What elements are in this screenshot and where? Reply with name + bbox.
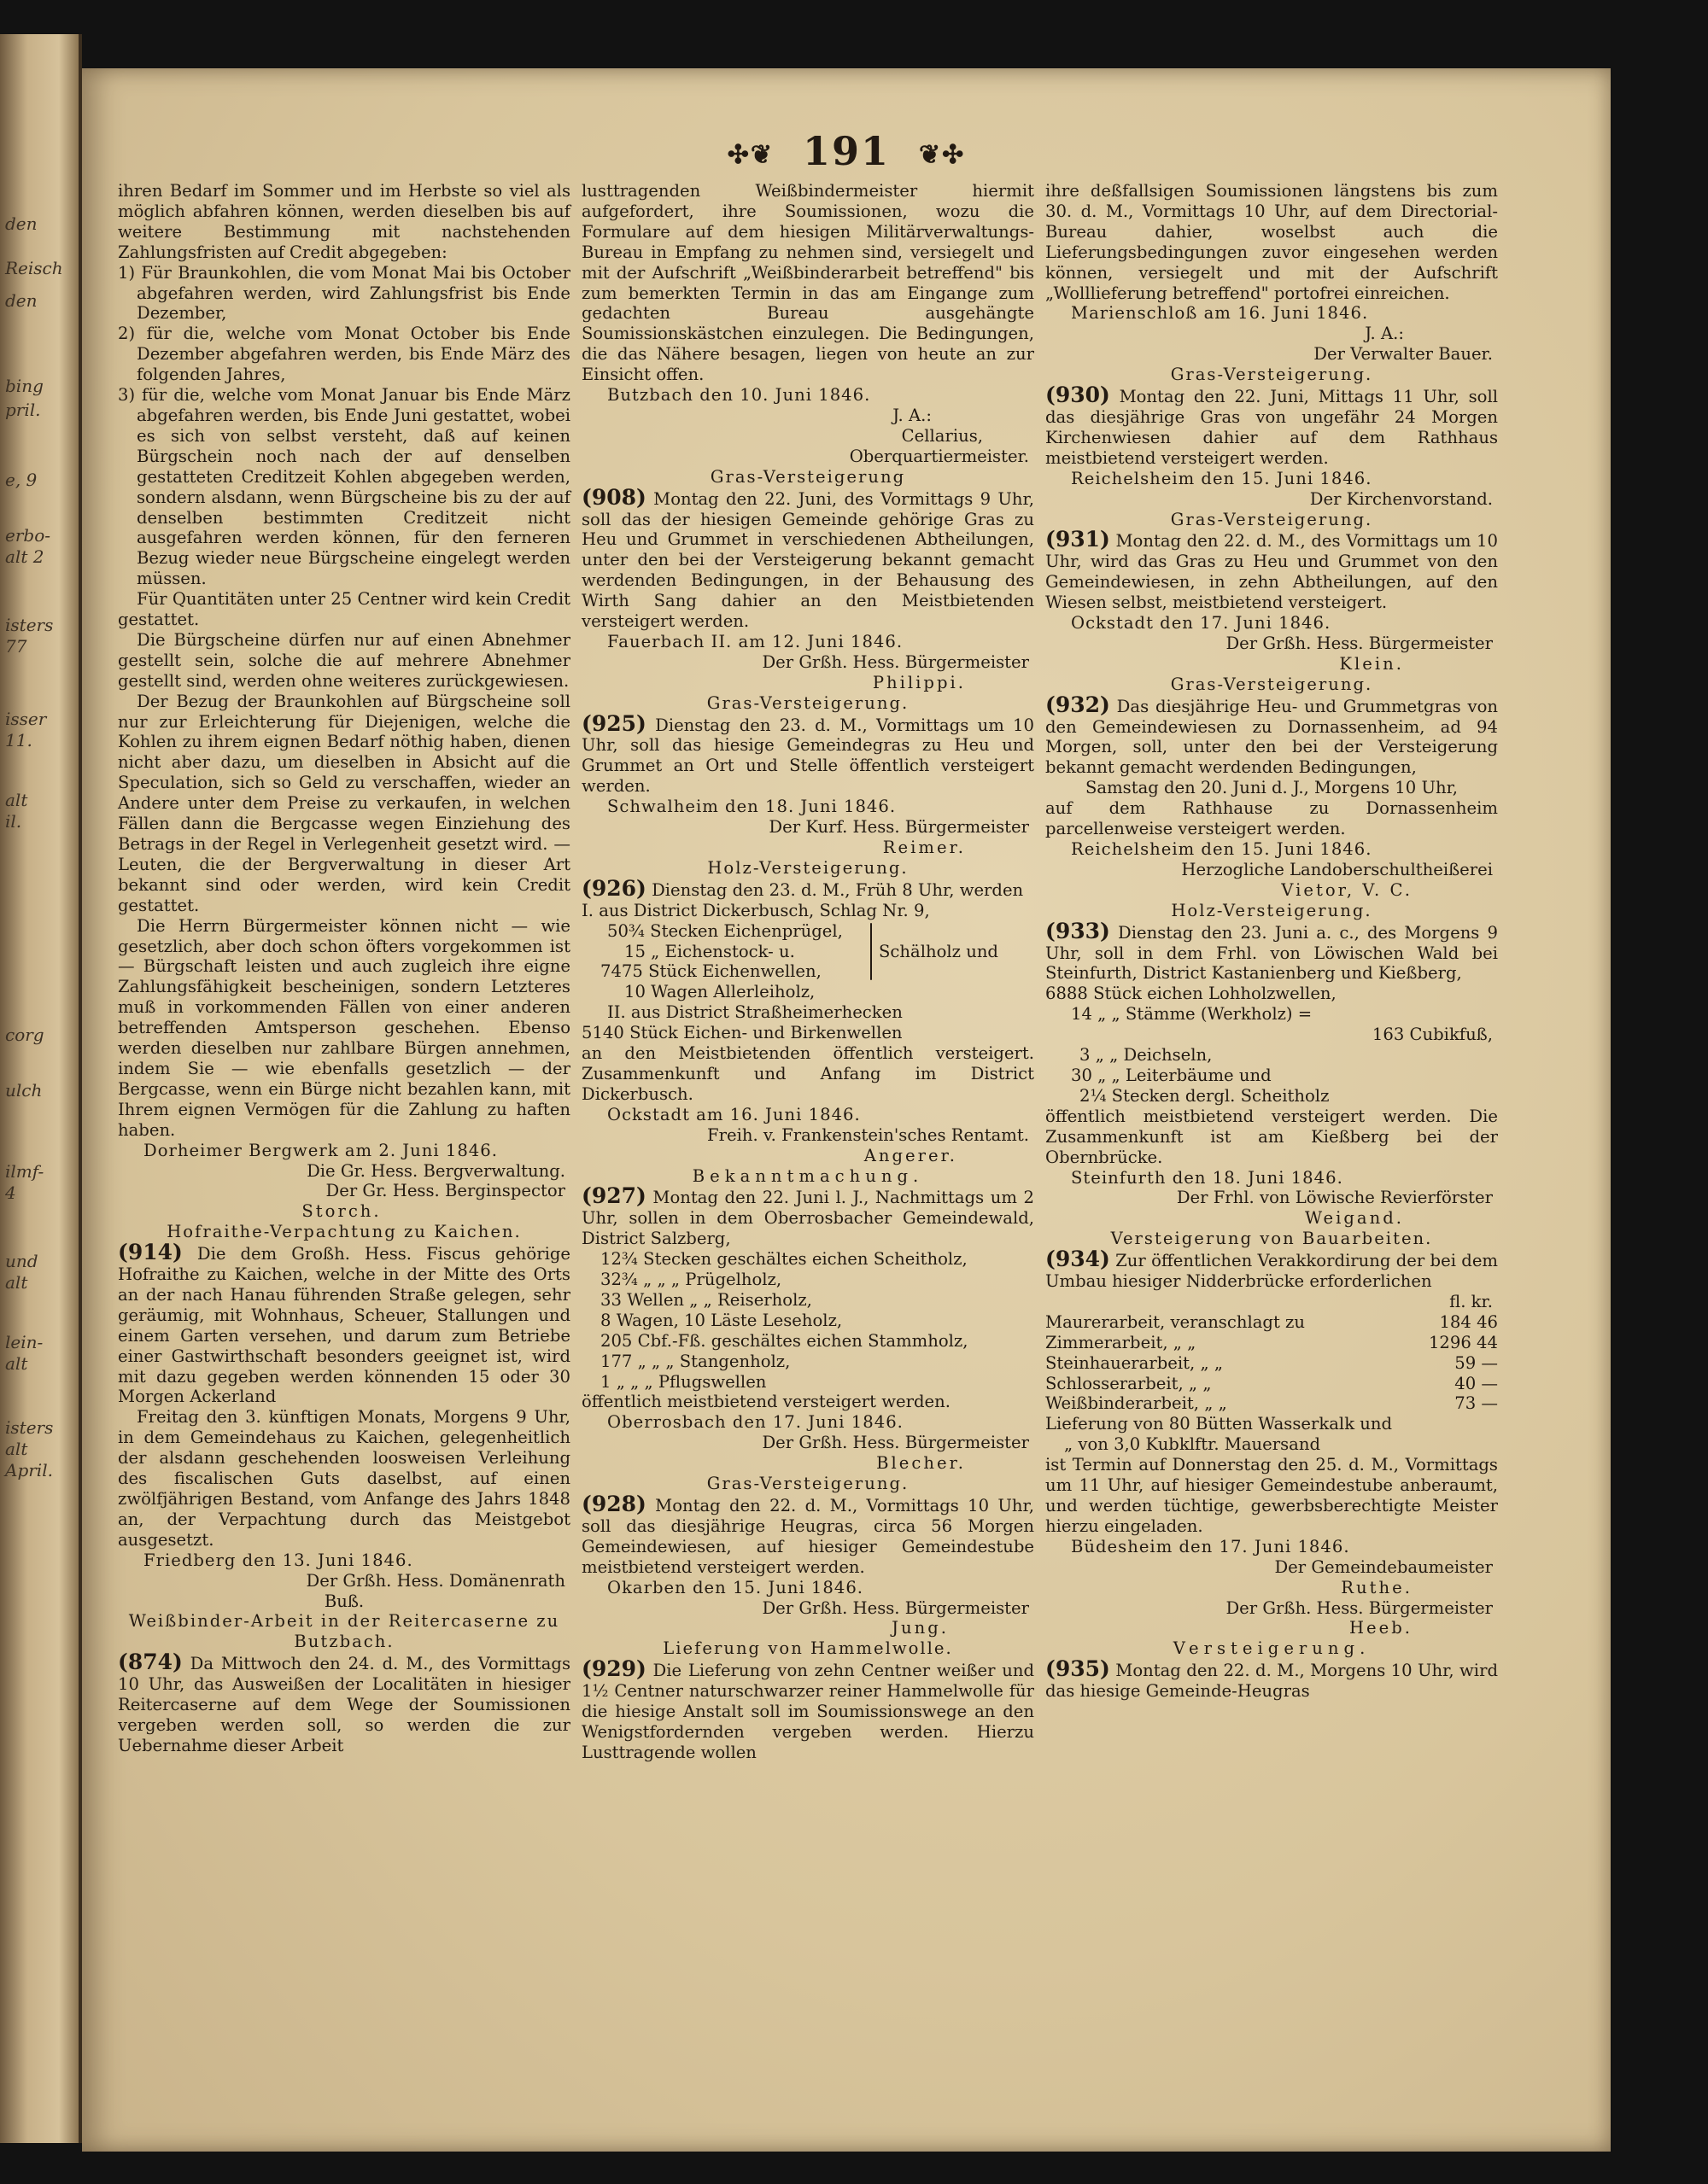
list-line: 3 „ „ Deichseln,	[1079, 1045, 1213, 1066]
notice-heading: Versteigerung von Bauarbeiten.	[1110, 1229, 1433, 1249]
notice-heading: Holz-Versteigerung.	[1171, 900, 1372, 920]
signature: Der Grßh. Hess. Bürgermeister	[1225, 1597, 1493, 1618]
signature-name: Ruthe.	[1341, 1577, 1413, 1597]
list-line: 32¾ „ „ „ Prügelholz,	[600, 1270, 782, 1290]
signature: Der Frhl. von Löwische Revierförster	[1176, 1188, 1493, 1208]
margin-fragment: alt 2	[5, 546, 44, 567]
place-date: Dorheimer Bergwerk am 2. Juni 1846.	[143, 1140, 498, 1160]
place-date: Ockstadt am 16. Juni 1846.	[607, 1104, 861, 1124]
margin-fragment: isters	[5, 615, 54, 635]
signature-name: Reimer.	[882, 838, 966, 857]
ornament-right-icon: ❦✣	[919, 139, 966, 170]
place-date: Ockstadt den 17. Juni 1846.	[1071, 613, 1331, 634]
bracket-group	[582, 921, 1034, 983]
place-date: Büdesheim den 17. Juni 1846.	[1071, 1536, 1350, 1556]
place-date: Friedberg den 13. Juni 1846.	[143, 1550, 413, 1570]
paragraph: Samstag den 20. Juni d. J., Morgens 10 Uhr,	[1085, 778, 1459, 798]
table-row	[1045, 1374, 1498, 1394]
signature: J. A.:	[1365, 324, 1404, 344]
notice-929	[582, 1656, 1034, 1763]
signature: Der Grßh. Hess. Bürgermeister	[762, 1597, 1029, 1618]
notice-text: Montag den 22. d. M., Vormittags 10 Uhr, soll das diesjährige Heugras, circa 56 Morgen Gemeindewiesen, auf hiesiger Gemeindestube meistbietend versteigert werden.	[582, 1496, 1034, 1577]
margin-fragment: il.	[5, 811, 22, 832]
notice-number: (927)	[582, 1183, 646, 1209]
notice-number: (874)	[118, 1650, 183, 1675]
margin-fragment: und	[5, 1251, 38, 1271]
signature-name: Heeb.	[1348, 1618, 1413, 1638]
notice-number: (933)	[1045, 918, 1110, 943]
notice-heading: Weißbinder-Arbeit in der Reitercaserne zu Butzbach.	[128, 1611, 560, 1652]
signature: Der Kirchenvorstand.	[1309, 488, 1493, 509]
margin-fragment: lein-	[5, 1332, 44, 1352]
notice-heading: Gras-Versteigerung.	[706, 692, 910, 713]
cost-amount: 40 —	[1454, 1373, 1498, 1393]
cost-amount: 184 46	[1439, 1311, 1498, 1332]
notice-text: Die Lieferung von zehn Centner weißer und 1½ Centner naturschwarzer reiner Hammelwolle für die hiesige Anstalt soll im Soumissionswege an den Wenigstfordernden vergeben werden. Hierzu Lusttragende wollen	[582, 1661, 1034, 1762]
list-line: 7475 Stück Eichenwellen,	[600, 961, 822, 982]
notice-heading: Gras-Versteigerung.	[1170, 365, 1373, 385]
signature: Der Grßh. Hess. Bürgermeister	[1225, 633, 1493, 653]
notice-text: Die dem Großh. Hess. Fiscus gehörige Hofraithe zu Kaichen, welche in der Mitte des Orts an der nach Hanau führenden Straße gelegen, sehr geräumig, mit Wohnhaus, Scheuer, Stallungen und einem Garten versehen, und darum zum Betriebe einer Gastwirthschaft besonders geeignet ist, wird mit dazu gegeben werden könnenden 15 oder 30 Morgen Ackerland	[118, 1244, 570, 1407]
margin-fragment: 77	[5, 636, 27, 657]
notice-heading: Lieferung von Hammelwolle.	[663, 1638, 953, 1659]
margin-fragment: erbo-	[5, 525, 50, 546]
cost-amount: 1296 44	[1428, 1332, 1498, 1352]
place-date: Schwalheim den 18. Juni 1846.	[607, 797, 897, 817]
place-date: Fauerbach II. am 12. Juni 1846.	[607, 631, 904, 651]
signature: Der Kurf. Hess. Bürgermeister	[769, 817, 1029, 838]
signature: Cellarius,	[901, 425, 983, 446]
list-line: 2¼ Stecken dergl. Scheitholz	[1079, 1085, 1330, 1106]
list-line: II. aus District Straßheimerhecken	[607, 1002, 903, 1023]
place-date: Oberrosbach den 17. Juni 1846.	[607, 1412, 904, 1433]
notice-text: Zur öffentlichen Verakkordirung der bei dem Umbau hiesiger Nidderbrücke erforderlichen	[1045, 1251, 1498, 1292]
column-2	[582, 181, 1034, 1763]
notice-text: Da Mittwoch den 24. d. M., des Vormittags 10 Uhr, das Ausweißen der Localitäten in hiesiger Reitercaserne auf dem Wege der Soumissionen vergeben werden soll, so werden die zur Uebernahme dieser Arbeit	[118, 1654, 570, 1755]
place-date: Reichelsheim den 15. Juni 1846.	[1071, 468, 1372, 488]
signature: Freih. v. Frankenstein'sches Rentamt.	[707, 1124, 1029, 1145]
list-item: 1) Für Braunkohlen, die vom Monat Mai bis October abgefahren werden, wird Zahlungsfrist bis Ende Dezember,	[118, 262, 570, 324]
list-line: 163 Cubikfuß,	[1372, 1025, 1493, 1045]
notice-927	[582, 1183, 1034, 1249]
signature-name: Buß.	[324, 1591, 365, 1611]
list-line: 5140 Stück Eichen- und Birkenwellen	[582, 1023, 903, 1043]
place-date: Steinfurth den 18. Juni 1846.	[1071, 1167, 1343, 1188]
notice-text: Montag den 22. Juni, des Vormittags 9 Uhr, soll das der hiesigen Gemeinde gehörige Gras zu Heu und Grummet in verschiedenen Abtheilungen, unter den bei der Versteigerung bekannt gemacht werdenden Bedingungen, in der Behausung des Wirth Sang dahier an den Meistbietenden versteigert werden.	[582, 488, 1034, 632]
paragraph: auf dem Rathhause zu Dornassenheim parcellenweise versteigert werden.	[1045, 798, 1498, 839]
cost-item: Weißbinderarbeit, „ „	[1045, 1393, 1227, 1414]
signature-name: Angerer.	[863, 1145, 957, 1165]
signature: Herzogliche Landoberschultheißerei	[1181, 859, 1493, 879]
margin-fragment: bing	[5, 376, 44, 396]
notice-931	[1045, 529, 1498, 613]
signature-name: Weigand.	[1304, 1208, 1404, 1229]
list-line: 30 „ „ Leiterbäume und	[1071, 1065, 1272, 1085]
notice-heading: Bekanntmachung.	[692, 1165, 924, 1186]
notice-932	[1045, 692, 1498, 779]
signature: Der Gemeindebaumeister	[1274, 1556, 1493, 1577]
margin-fragment: pril.	[5, 400, 41, 420]
list-line: 10 Wagen Allerleiholz,	[624, 982, 816, 1002]
list-item: 2) für die, welche vom Monat October bis Ende Dezember abgefahren werden, bis Ende März des folgenden Jahres,	[118, 324, 570, 385]
paragraph: öffentlich meistbietend versteigert werden. Die Zusammenkunft ist am Kießberg bei der Obernbrücke.	[1045, 1106, 1498, 1167]
notice-930	[1045, 382, 1498, 469]
notice-number: (930)	[1045, 382, 1110, 408]
table-row	[1045, 1353, 1498, 1374]
table-row	[1045, 1333, 1498, 1353]
notice-908	[582, 484, 1034, 632]
signature: Oberquartiermeister.	[849, 446, 1029, 466]
notice-text: Montag den 22. Juni, Mittags 11 Uhr, soll das diesjährige Gras von ungefähr 24 Morgen Kirchenwiesen dahier auf dem Rathhaus meistbietend versteigert werden.	[1045, 387, 1498, 468]
notice-text: Montag den 22. d. M., des Vormittags um 10 Uhr, wird das Gras zu Heu und Grummet von den Gemeindewiesen, in zehn Abtheilungen, auf den Wiesen selbst, meistbietend versteigert.	[1045, 531, 1498, 613]
cost-table	[1045, 1312, 1498, 1415]
margin-fragment: alt	[5, 1353, 28, 1374]
notice-heading: Holz-Versteigerung.	[707, 857, 909, 878]
notice-934	[1045, 1249, 1498, 1292]
signature: Der Grßh. Hess. Bürgermeister	[762, 651, 1029, 672]
place-date: Reichelsheim den 15. Juni 1846.	[1071, 839, 1372, 859]
cost-amount: 73 —	[1454, 1393, 1498, 1414]
place-date: Okarben den 15. Juni 1846.	[607, 1577, 864, 1597]
page-header	[82, 128, 1611, 174]
list-line: 205 Cbf.-Fß. geschältes eichen Stammholz,	[600, 1330, 968, 1351]
margin-fragment: e, 9	[5, 470, 38, 490]
cost-item: Maurerarbeit, veranschlagt zu	[1045, 1311, 1305, 1332]
notice-heading: Versteigerung.	[1173, 1638, 1371, 1659]
signature: Der Grßh. Hess. Bürgermeister	[762, 1433, 1029, 1453]
notice-914	[118, 1242, 570, 1407]
margin-fragment: alt	[5, 1272, 28, 1293]
margin-fragment: den	[5, 213, 38, 234]
cost-item: Steinhauerarbeit, „ „	[1045, 1352, 1223, 1373]
signature-name: Storch.	[301, 1201, 382, 1222]
paragraph: ihre deßfallsigen Soumissionen längstens bis zum 30. d. M., Vormittags 10 Uhr, auf dem Directorial-Bureau dahier, woselbst auch die Lieferungsbedingungen zuvor eingesehen werden können, versiegelt und mit der Aufschrift „Wolllieferung betreffend" portofrei einreichen.	[1045, 181, 1498, 303]
notice-text: Dienstag den 23. Juni a. c., des Morgens 9 Uhr, soll in dem Frhl. von Löwischen Wald bei Steinfurth, District Kastanienberg und Kießberg,	[1045, 922, 1498, 984]
paragraph: Die Herrn Bürgermeister können nicht — wie gesetzlich, aber doch schon öfters vorgekommen ist — Bürgschaft leisten und auch zugleich ihre eigne Zahlungsfähigkeit bescheinigen, sondern Letzteres muß in vorkommenden Fällen von einer anderen betreffenden Amtsperson geschehen. Ebenso werden dieselben nur zahlbare Bürgen annehmen, indem Sie — wie ebenfalls gesetzlich — der Bergcasse, wenn ein Bürge nicht bezahlen kann, mit Ihrem eignen Vermögen für die Zahlung zu haften haben.	[118, 915, 570, 1140]
margin-fragment: ulch	[5, 1080, 43, 1101]
notice-number: (908)	[582, 484, 646, 510]
margin-fragment: 4	[5, 1183, 16, 1203]
notice-933	[1045, 918, 1498, 984]
margin-fragment: alt	[5, 1439, 28, 1459]
paragraph: Der Bezug der Braunkohlen auf Bürgscheine soll nur zur Erleichterung für Diejenigen, welche die Kohlen zu ihrem eignen Bedarf nöthig haben, dienen nicht aber dazu, um dieselben in Absicht auf die Speculation, sich so Geld zu verschaffen, wieder an Andere unter dem Preise zu verkaufen, in welchen Fällen dann die Bergcasse wegen Einziehung des Betrags in der Regel in Verlegenheit gesetzt wird. — Leuten, die der Bergverwaltung in dieser Art bekannt sind oder werden, wird kein Credit gestattet.	[118, 691, 570, 915]
notice-935	[1045, 1656, 1498, 1702]
signature-name: Klein.	[1339, 653, 1404, 674]
notice-text: Dienstag den 23. d. M., Früh 8 Uhr, werden	[646, 879, 1024, 900]
signature-name: Vietor, V. C.	[1281, 879, 1413, 900]
notice-number: (928)	[582, 1492, 646, 1516]
notice-number: (926)	[582, 875, 646, 901]
notice-number: (934)	[1045, 1247, 1110, 1272]
notice-number: (925)	[582, 710, 646, 736]
margin-fragment: ilmf-	[5, 1161, 44, 1182]
notice-number: (931)	[1045, 527, 1110, 552]
margin-fragment: den	[5, 290, 38, 311]
list-line: 50¾ Stecken Eichenprügel,	[607, 920, 843, 941]
notice-number: (914)	[118, 1240, 183, 1265]
newspaper-page	[82, 68, 1611, 2152]
signature-name: Philippi.	[872, 672, 966, 692]
list-line: 14 „ „ Stämme (Werkholz) =	[1071, 1004, 1313, 1025]
list-line: 15 „ Eichenstock- u.	[624, 941, 795, 961]
page-number: 191	[802, 128, 891, 174]
bracket-label: Schälholz und	[879, 941, 998, 961]
cost-amount: 59 —	[1454, 1352, 1498, 1373]
notice-heading: Gras-Versteigerung.	[1170, 509, 1373, 529]
cost-item: Schlosserarbeit, „ „	[1045, 1373, 1212, 1393]
list-line: 12¾ Stecken geschältes eichen Scheitholz,	[600, 1249, 968, 1270]
notice-number: (932)	[1045, 692, 1110, 717]
place-date: Butzbach den 10. Juni 1846.	[607, 385, 871, 406]
paragraph: Für Quantitäten unter 25 Centner wird kein Credit gestattet.	[118, 589, 570, 630]
table-row	[1045, 1312, 1498, 1333]
cost-item: Zimmerarbeit, „ „	[1045, 1332, 1196, 1352]
signature: Der Verwalter Bauer.	[1313, 344, 1493, 365]
cost-header: fl. kr.	[1449, 1291, 1493, 1311]
adjacent-page-margin	[0, 34, 82, 2143]
list-line: „ von 3,0 Kubklftr. Mauersand	[1064, 1434, 1321, 1455]
paragraph: Die Bürgscheine dürfen nur auf einen Abnehmer gestellt sein, solche die auf mehrere Abnehmer gestellt sind, werden ohne weiteres zurückgewiesen.	[118, 629, 570, 691]
paragraph: Freitag den 3. künftigen Monats, Morgens 9 Uhr, in dem Gemeindehaus zu Kaichen, gelegenheitlich der alsdann geschehenden loosweisen Verleihung des fiscalischen Guts daselbst, auf einen zwölfjährigen Bestand, vom Anfange des Jahrs 1848 an, der Verpachtung durch das Meistgebot ausgesetzt.	[118, 1407, 570, 1550]
notice-heading: Gras-Versteigerung	[710, 466, 906, 487]
column-3	[1045, 181, 1498, 1702]
paragraph: an den Meistbietenden öffentlich versteigert. Zusammenkunft und Anfang im District Dickerbusch.	[582, 1043, 1034, 1104]
margin-fragment: isters	[5, 1417, 54, 1438]
list-line: 177 „ „ „ Stangenholz,	[600, 1351, 791, 1371]
signature: Der Grßh. Hess. Domänenrath	[306, 1570, 565, 1591]
margin-fragment: corg	[5, 1025, 44, 1045]
notice-heading: Gras-Versteigerung.	[1170, 674, 1373, 694]
signature-name: Blecher.	[876, 1453, 966, 1474]
notice-number: (929)	[582, 1656, 646, 1682]
list-line: Lieferung von 80 Bütten Wasserkalk und	[1045, 1414, 1393, 1434]
notice-926	[582, 875, 1034, 901]
notice-874	[118, 1652, 570, 1756]
paragraph: lusttragenden Weißbindermeister hiermit aufgefordert, ihre Soumissionen, wozu die Formulare auf dem hiesigen Militärverwaltungs-Bureau in Empfang zu nehmen sind, versiegelt und mit der Aufschrift „Weißbinderarbeit betreffend" bis zum bemerkten Termin in das am Eingange zum gedachten Bureau ausgehängte Soumissionskästchen einzulegen. Die Bedingungen, die das Nähere besagen, liegen von heute an zur Einsicht offen.	[582, 181, 1034, 385]
notice-925	[582, 710, 1034, 797]
notice-heading: Gras-Versteigerung.	[706, 1474, 910, 1494]
column-1	[118, 181, 570, 1756]
notice-928	[582, 1494, 1034, 1578]
paragraph: ihren Bedarf im Sommer und im Herbste so viel als möglich abfahren können, werden dieselben bis auf weitere Bestimmung mit nachstehenden Zahlungsfristen auf Credit abgegeben:	[118, 181, 570, 262]
place-date: Marienschloß am 16. Juni 1846.	[1071, 303, 1369, 324]
notice-text: Das diesjährige Heu- und Grummetgras von den Gemeindewiesen zu Dornassenheim, ad 94 Morgen, soll, unter den bei der Versteigerung bekannt gemacht werdenden Bedingungen,	[1045, 696, 1498, 778]
list-line: 6888 Stück eichen Lohholzwellen,	[1045, 984, 1337, 1004]
signature-name: Jung.	[892, 1618, 949, 1638]
list-line: 33 Wellen „ „ Reiserholz,	[600, 1289, 812, 1310]
notice-text: Montag den 22. d. M., Morgens 10 Uhr, wird das hiesige Gemeinde-Heugras	[1045, 1661, 1498, 1702]
list-line: 8 Wagen, 10 Läste Leseholz,	[600, 1310, 843, 1330]
notice-heading: Hofraithe-Verpachtung zu Kaichen.	[167, 1222, 522, 1242]
list-line: I. aus District Dickerbusch, Schlag Nr. 9,	[582, 900, 930, 920]
ornament-left-icon: ✣❦	[727, 139, 774, 170]
paragraph: öffentlich meistbietend versteigert werden.	[582, 1392, 951, 1412]
margin-fragment: alt	[5, 790, 28, 810]
list-item: 3) für die, welche vom Monat Januar bis Ende März abgefahren werden, bis Ende Juni gestattet, wobei es sich von selbst versteht, daß auf keinen Bürgschein noch nach der auf denselben gestatteten Creditzeit Kohlen abgegeben werden, sondern alsdann, wenn Bürgscheine bis zu der auf denselben bestimmten Creditzeit nicht ausgefahren werden können, für den ferneren Bezug wieder neue Bürgscheine eingelegt werden müssen.	[118, 385, 570, 589]
signature: Die Gr. Hess. Bergverwaltung.	[307, 1160, 565, 1181]
table-row	[1045, 1393, 1498, 1414]
notice-text: Dienstag den 23. d. M., Vormittags um 10 Uhr, soll das hiesige Gemeindegras zu Heu und Grummet an Ort und Stelle öffentlich versteigert werden.	[582, 715, 1034, 797]
paragraph: ist Termin auf Donnerstag den 25. d. M., Vormittags um 11 Uhr, auf hiesiger Gemeindestube anberaumt, und werden tüchtige, gewerbsberechtigte Meister hierzu eingeladen.	[1045, 1455, 1498, 1536]
margin-fragment: Reisch	[5, 258, 63, 278]
notice-number: (935)	[1045, 1656, 1110, 1682]
signature: J. A.:	[892, 405, 932, 425]
margin-fragment: isser	[5, 709, 47, 729]
signature: Der Gr. Hess. Berginspector	[325, 1181, 565, 1201]
list-line: 1 „ „ „ Pflugswellen	[600, 1371, 767, 1392]
margin-fragment: April.	[5, 1460, 53, 1480]
margin-fragment: 11.	[5, 730, 32, 750]
notice-text: Montag den 22. Juni l. J., Nachmittags um 2 Uhr, sollen in dem Oberrosbacher Gemeindewald, District Salzberg,	[582, 1188, 1034, 1249]
